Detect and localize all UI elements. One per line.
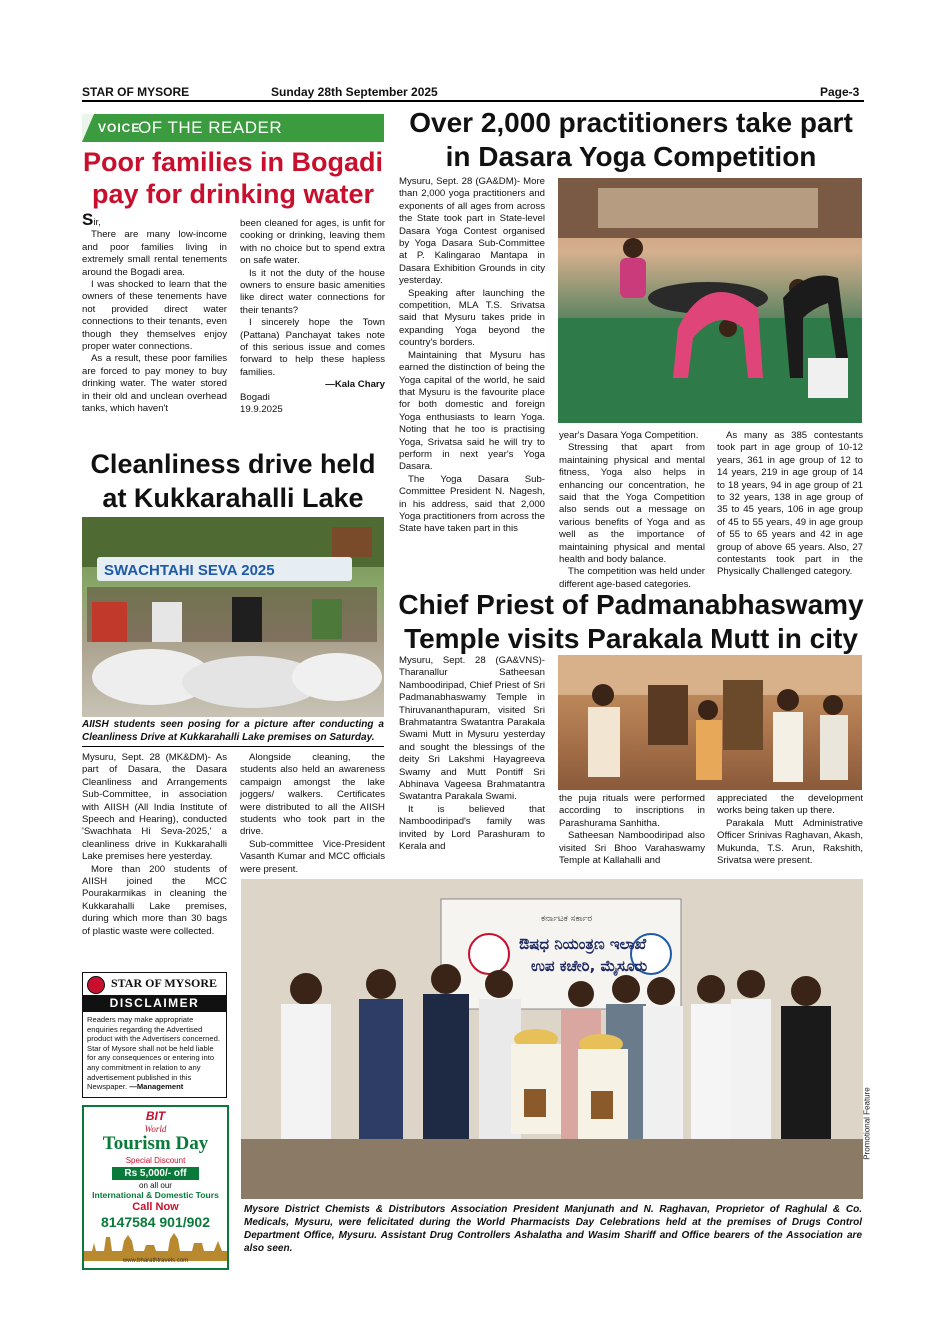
voice-paragraph: I sincerely hope the Town (Pattana) Panchayat takes note of this serious issue and comes forward to help these hapless families. — [240, 317, 385, 378]
clean-banner-text: SWACHTAHI SEVA 2025 — [104, 562, 275, 579]
ad-phone[interactable]: 8147584 901/902 — [101, 1214, 210, 1230]
priest-illustration — [558, 655, 862, 790]
voice-dropcap: S — [82, 210, 94, 229]
yoga-paragraph: The competition was held under different age-based categories. — [559, 566, 705, 590]
voice-date: 19.9.2025 — [240, 404, 283, 416]
clean-column-1 — [82, 752, 227, 962]
clean-illustration — [82, 517, 384, 717]
pharma-photo — [241, 879, 872, 1199]
priest-paragraph: appreciated the development works being taken up there. — [717, 793, 863, 817]
priest-column-3 — [717, 793, 863, 875]
priest-paragraph: Satheesan Namboodiripad also visited Sri Bhoo Varahaswamy Temple at Kallahalli and — [559, 830, 705, 867]
ad-title: Tourism Day — [102, 1133, 209, 1154]
yoga-paragraph: Stressing that apart from maintaining physical and mental fitness, Yoga also helps in enhancing our concentration, he said that the Yoga Competition also sends out a message on various benefits of Yoga and as well as the importance of maintaining physical and mental health and body balance. — [559, 442, 705, 566]
voice-headline: Poor families in Bogadi pay for drinking water — [82, 147, 384, 209]
yoga-headline: Over 2,000 practitioners take part in Dasara Yoga Competition — [409, 107, 853, 172]
ad-world: World — [144, 1124, 167, 1134]
disclaimer-box — [82, 972, 227, 1098]
disclaimer-logo-icon — [87, 976, 105, 994]
priest-headline: Chief Priest of Padmanabhaswamy Temple visits Parakala Mutt in city — [398, 589, 864, 654]
ad-special: Special Discount — [125, 1156, 186, 1165]
priest-column-2 — [559, 793, 705, 875]
ad-on-all: on all our — [139, 1181, 172, 1190]
pharma-banner-line2: ಉಪ ಕಚೇರಿ, ಮೈಸೂರು — [531, 957, 648, 975]
yoga-paragraph: Maintaining that Mysuru has earned the distinction of being the Yoga capital of the world, he said that Mysuru is the favourite place for both domestic and foreign Yoga enthusiasts to learn Yoga. Noting that he too is practising Yoga, Srivatsa said he will try to perform in next year's Yoga Dasara. — [399, 349, 545, 473]
voice-paragraph: As a result, these poor families are forced to pay money to buy drinking water. The water stored in their old and unclean overhead tanks, which haven't — [82, 353, 227, 415]
yoga-paragraph: As many as 385 contestants took part in age group of 10-12 years, 361 in age group of 12 to 14 years, 219 in age group of 14 to 18 years, 94 in age group of 21 to 32 years, 138 in age group of 35 to 45 years, 106 in age group of 45 to 55 years, 49 in age group of 55 to 65 years and 42 in age group of above 65 years. Also, 27 contestants took part in the Physically Challenged category. — [717, 430, 863, 578]
clean-paragraph: Alongside cleaning, the students also held an awareness campaign amongst the lake joggers/ walkers. Certificates were distributed to all the AIISH students who took part in the drive. — [240, 752, 385, 838]
disclaimer-signoff: —Management — [129, 1082, 184, 1092]
clean-paragraph: More than 200 students of AIISH joined the MCC Pourakarmikas in cleaning the Kukkarahalli Lake premises, during which more than 30 bags of plastic waste were collected. — [82, 863, 227, 937]
priest-photo — [558, 655, 862, 790]
priest-paragraph: Mysuru, Sept. 28 (GA&VNS)- Tharanallur Satheesan Namboodiripad, Chief Priest of Sri Padmanabhaswamy Temple in Thiruvananthapuram, visited Sri Brahmatantra Swatantra Parakala Swami Mutt in Mysuru yesterday and sought the blessings of the deity Sri Lakshmi Hayagreeva Swamy and Mutt Pontiff Sri Abhinava Vageesa Brahmatantra Swatantra Parakala Swami. — [399, 655, 545, 803]
voice-paragraph: I was shocked to learn that the owners of these tenements have not provided direct water connections to their tenants, even though they themselves enjoy proper water connections. — [82, 279, 227, 353]
disclaimer-body — [87, 1015, 223, 1092]
tourism-ad — [82, 1105, 229, 1270]
clean-photo — [82, 517, 384, 717]
disclaimer-text: Readers may make appropriate enquiries regarding the Advertised product with the Advertisers concerned. Star of Mysore shall not be held liable for any consequences or entering into any commitment in relation to any advertisement published in this Newspaper. — [87, 1015, 220, 1092]
voice-paragraph: There are many low-income and poor families living in extremely small rental tenements around the Bogadi area. — [82, 229, 227, 278]
yoga-paragraph: The Yoga Dasara Sub-Committee President N. Nagesh, in his address, said that 2,000 Yoga practitioners from across the State have taken part in this — [399, 473, 545, 535]
ad-skyline — [84, 1229, 227, 1261]
disclaimer-brand-bar — [83, 973, 226, 995]
clean-caption-rule — [82, 746, 384, 747]
voice-column-1 — [82, 210, 227, 442]
ad-price: Rs 5,000/- off — [112, 1167, 199, 1180]
yoga-column-3 — [717, 430, 863, 582]
voice-tag-word: VOICE — [98, 121, 141, 135]
pharma-banner-small: ಕರ್ನಾಟಕ ಸರ್ಕಾರ — [541, 914, 593, 924]
issue-date: Sunday 28th September 2025 — [271, 85, 438, 99]
clean-paragraph: Mysuru, Sept. 28 (MK&DM)- As part of Dasara, the Dasara Cleanliness and Arrangements Sub-Committee, in association with AIISH (All India Institute of Speech and Hearing), conducted 'Swachhata Hi Seva-2025,' a cleanliness drive in Kukkarahalli Lake premises here yesterday. — [82, 752, 227, 863]
pharma-banner-line1: ಔಷಧ ನಿಯಂತ್ರಣ ಇಲಾಖೆ — [519, 935, 647, 953]
voice-tag-rest: OF THE READER — [138, 118, 283, 137]
page-number: Page-3 — [820, 85, 860, 99]
ad-call: Call Now — [132, 1201, 179, 1213]
yoga-illustration — [558, 178, 862, 423]
disclaimer-brand: STAR OF MYSORE — [111, 976, 218, 990]
disclaimer-title: DISCLAIMER — [83, 995, 226, 1012]
voice-salutation: ir, — [93, 217, 101, 228]
yoga-paragraph: year's Dasara Yoga Competition. — [559, 430, 699, 441]
yoga-paragraph: Mysuru, Sept. 28 (GA&DM)- More than 2,000 yoga practitioners and exponents of all ages from across the State took part in State-level Dasara Yoga Contest organised by Yoga Dasara Sub-Committee at P. Kalingarao Mantapa in Dasara Exhibition Grounds in city yesterday. — [399, 176, 545, 287]
priest-paragraph: It is believed that Namboodiripad's family was invited by Lord Parashuram to Kerala and — [399, 803, 545, 853]
yoga-paragraph: Speaking after launching the competition, MLA T.S. Srivatsa said that Mysuru takes pride in expanding Yoga beyond the country's borders. — [399, 287, 545, 349]
clean-caption: AIISH students seen posing for a picture after conducting a Cleanliness Drive at Kukkarahalli Lake premises on Saturday. — [82, 719, 384, 743]
header-rule — [82, 100, 864, 102]
priest-column-1 — [399, 655, 545, 875]
voice-column-2 — [240, 218, 385, 442]
voice-tag — [82, 114, 384, 142]
ad-tours: International & Domestic Tours — [92, 1190, 219, 1200]
voice-paragraph: Is it not the duty of the house owners to ensure basic amenities like direct water connections for their tenants? — [240, 267, 385, 316]
yoga-column-2 — [559, 430, 705, 590]
clean-headline: Cleanliness drive held at Kukkarahalli Lake — [90, 449, 376, 513]
voice-paragraph: been cleaned for ages, is unfit for cooking or drinking, leaving them with no choice but to spend extra on safe water. — [240, 218, 385, 267]
pharma-side-tag: Promotional Feature — [862, 1087, 872, 1160]
ad-url[interactable]: www.bharathtravels.com — [122, 1258, 189, 1264]
priest-paragraph: Parakala Mutt Administrative Officer Srinivas Raghavan, Akash, Mukunda, T.S. Arun, Rakshith, Srivatsa were present. — [717, 817, 863, 867]
yoga-photo — [558, 178, 862, 423]
yoga-column-1 — [399, 176, 545, 582]
pharma-caption: Mysore District Chemists & Distributors Association President Manjunath and N. Raghavan, Proprietor of Raghulal & Co. Medicals, Mysuru, were felicitated during the World Pharmacists Day Celebrations held at the premises of Drugs Control Department Office, Mysuru. Assistant Drug Controllers Ashalatha and Wasim Shariff and Office bearers of the Association are also seen. — [244, 1204, 862, 1254]
clean-paragraph: Sub-committee Vice-President Vasanth Kumar and MCC officials were present. — [240, 838, 385, 875]
voice-place: Bogadi — [240, 391, 270, 403]
paper-name: STAR OF MYSORE — [82, 85, 190, 99]
pharma-illustration — [241, 879, 863, 1199]
priest-paragraph: the puja rituals were performed according to inscriptions in Parashurama Sanhitha. — [559, 793, 705, 829]
voice-signature: —Kala Chary — [325, 379, 385, 391]
ad-logo: BIT — [145, 1109, 166, 1123]
